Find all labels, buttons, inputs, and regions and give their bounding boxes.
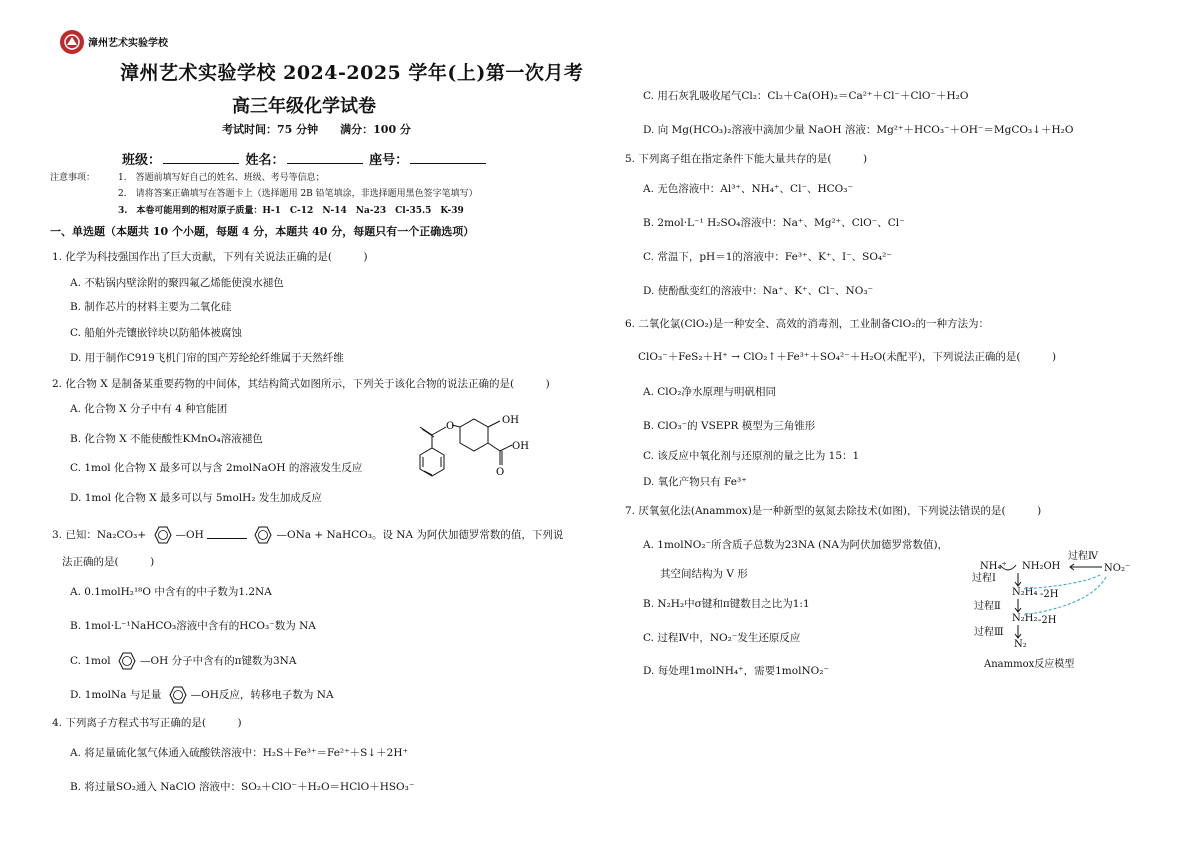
q1-option-b[interactable]: B. 制作芯片的材料主要为二氧化硅 — [70, 301, 232, 313]
phenol-ring-icon — [165, 684, 191, 706]
q5-stem: 5. 下列离子组在指定条件下能大量共存的是( ) — [625, 153, 868, 165]
exam-subtitle: 高三年级化学试卷 — [232, 96, 376, 117]
q5-option-d[interactable]: D. 使酚酞变红的溶液中：Na⁺、K⁺、Cl⁻、NO₃⁻ — [643, 285, 874, 297]
note-item: 2. 请将答案正确填写在答题卡上（选择题用 2B 铅笔填涂，非选择题用黑色签字笔填写） — [118, 189, 478, 199]
q1-option-d[interactable]: D. 用于制作C919飞机门帘的国产芳纶纶纤维属于天然纤维 — [70, 352, 344, 364]
q5-option-b[interactable]: B. 2mol·L⁻¹ H₂SO₄溶液中：Na⁺、Mg²⁺、ClO⁻、Cl⁻ — [643, 217, 905, 229]
q3-option-d[interactable] — [70, 684, 334, 706]
q3-option-c[interactable] — [70, 650, 296, 672]
q3-d-suffix: —OH反应，转移电子数为 NA — [190, 689, 334, 701]
phenoxide-ring-icon — [250, 524, 276, 546]
q3-stem-b: —OH — [175, 529, 204, 541]
note-item: 3. 本卷可能用到的相对原子质量：H-1 C-12 N-14 Na-23 Cl-35.5 K-39 — [118, 206, 464, 216]
q3-stem-d: 法正确的是( ) — [62, 556, 155, 568]
phenol-ring-icon — [114, 650, 140, 672]
n2h4-label: N₂H₄ — [1012, 587, 1038, 598]
q6-option-b[interactable]: B. ClO₃⁻的 VSEPR 模型为三角锥形 — [643, 420, 816, 432]
q7-stem: 7. 厌氧氨化法(Anammox)是一种新型的氨氮去除技术(如图)，下列说法错误的是( ) — [625, 505, 1042, 517]
student-fields — [122, 149, 488, 168]
seat-label: 座号： — [369, 153, 409, 168]
n2-label: N₂ — [1014, 639, 1027, 650]
q2-stem: 2. 化合物 X 是制备某重要药物的中间体，其结构简式如图所示，下列关于该化合物的说法正确的是( ) — [52, 378, 550, 390]
exam-info: 考试时间：75 分钟 满分：100 分 — [222, 123, 411, 136]
notes-label: 注意事项： — [50, 173, 96, 183]
q3-d-prefix: D. 1molNa 与足量 — [70, 689, 162, 701]
struct-cooh-label: OH — [512, 441, 529, 452]
q4-option-a[interactable]: A. 将足量硫化氢气体通入硫酸铁溶液中：H₂S＋Fe³⁺＝Fe²⁺＋S↓＋2H⁺ — [70, 747, 409, 759]
q7-option-a-cont: 其空间结构为 V 形 — [660, 568, 748, 580]
section-title: 一、单选题（本题共 10 个小题，每题 4 分，本题共 40 分，每题只有一个正确选项） — [50, 225, 475, 238]
q7-option-d[interactable]: D. 每处理1molNH₄⁺，需要1molNO₂⁻ — [643, 665, 829, 677]
q3-stem-c: —ONa + NaHCO₃。设 NA 为阿伏加德罗常数的值，下列说 — [276, 529, 564, 541]
q6-option-c[interactable]: C. 该反应中氧化剂与还原剂的量之比为 15：1 — [643, 450, 860, 462]
q1-option-c[interactable]: C. 船舶外壳镶嵌锌块以防船体被腐蚀 — [70, 327, 242, 339]
nh2oh-label: NH₂OH — [1022, 561, 1061, 572]
process3-label: 过程Ⅲ — [974, 627, 1004, 638]
q3-stem-a: 3. 已知：Na₂CO₃+ — [52, 529, 147, 541]
q5-option-a[interactable]: A. 无色溶液中：Al³⁺、NH₄⁺、Cl⁻、HCO₃⁻ — [643, 183, 854, 195]
q1-option-a[interactable]: A. 不粘锅内壁涂附的聚四氟乙烯能使溴水褪色 — [70, 277, 284, 289]
name-blank[interactable] — [287, 151, 363, 164]
process1-label: 过程Ⅰ — [972, 573, 996, 584]
q6-equation: ClO₃⁻＋FeS₂＋H⁺ → ClO₂↑＋Fe³⁺＋SO₄²⁻＋H₂O(未配平)，下列说法正确的是( ) — [638, 351, 1057, 363]
anammox-diagram — [960, 545, 1140, 675]
q2-option-c[interactable]: C. 1mol 化合物 X 最多可以与含 2molNaOH 的溶液发生反应 — [70, 462, 363, 474]
q6-stem: 6. 二氧化氯(ClO₂)是一种安全、高效的消毒剂，工业制备ClO₂的一种方法为： — [625, 318, 989, 330]
q7-option-a[interactable]: A. 1molNO₂⁻所含质子总数为23NA (NA为阿伏加德罗常数值)， — [643, 539, 949, 551]
diagram-caption: Anammox反应模型 — [984, 659, 1075, 670]
q7-option-c[interactable]: C. 过程Ⅳ中，NO₂⁻发生还原反应 — [643, 632, 801, 644]
class-label: 班级： — [122, 153, 162, 168]
process4-label: 过程Ⅳ — [1068, 551, 1098, 562]
school-logo-icon — [60, 30, 84, 54]
q5-option-c[interactable]: C. 常温下，pH＝1的溶液中：Fe³⁺、K⁺、I⁻、SO₄²⁻ — [643, 251, 892, 263]
q4-option-d[interactable]: D. 向 Mg(HCO₃)₂溶液中滴加少量 NaOH 溶液：Mg²⁺＋HCO₃⁻＋OH⁻＝MgCO₃↓＋H₂O — [643, 124, 1074, 136]
exam-title: 漳州艺术实验学校 2024-2025 学年(上)第一次月考 — [120, 62, 584, 84]
q3-option-b[interactable]: B. 1mol·L⁻¹NaHCO₃溶液中含有的HCO₃⁻数为 NA — [70, 620, 316, 632]
q2-option-d[interactable]: D. 1mol 化合物 X 最多可以与 5molH₂ 发生加成反应 — [70, 492, 322, 504]
phenol-ring-icon — [150, 524, 176, 546]
n2h2-label: N₂H₂ — [1012, 613, 1038, 624]
seat-blank[interactable] — [410, 151, 486, 164]
q1-stem: 1. 化学为科技强国作出了巨大贡献，下列有关说法正确的是( ) — [52, 251, 368, 263]
q6-option-a[interactable]: A. ClO₂净水原理与明矾相同 — [643, 386, 776, 398]
struct-oh-label: OH — [502, 415, 519, 426]
class-blank[interactable] — [163, 151, 239, 164]
no2-label: NO₂⁻ — [1104, 563, 1131, 574]
minus2h-a-label: -2H — [1040, 589, 1059, 600]
minus2h-b-label: -2H — [1038, 615, 1057, 626]
logo-text: 漳州艺术实验学校 — [88, 38, 168, 49]
q4-option-c[interactable]: C. 用石灰乳吸收尾气Cl₂：Cl₂＋Ca(OH)₂＝Ca²⁺＋Cl⁻＋ClO⁻＋H₂O — [643, 90, 969, 102]
nh4-label: NH₄⁺ — [980, 561, 1007, 572]
struct-carbonyl-o: O — [496, 467, 505, 478]
process2-label: 过程Ⅱ — [974, 601, 1001, 612]
q4-option-b[interactable]: B. 将过量SO₂通入 NaClO 溶液中：SO₂＋ClO⁻＋H₂O＝HClO＋HSO₃⁻ — [70, 781, 415, 793]
note-item: 1. 答题前填写好自己的姓名、班级、考号等信息； — [118, 173, 325, 183]
q3-option-a[interactable]: A. 0.1molH₂¹⁸O 中含有的中子数为1.2NA — [70, 586, 272, 598]
reaction-arrow-icon — [207, 532, 247, 539]
q2-option-a[interactable]: A. 化合物 X 分子中有 4 种官能团 — [70, 403, 228, 415]
compound-x-structure — [400, 405, 560, 490]
q6-option-d[interactable]: D. 氧化产物只有 Fe³⁺ — [643, 476, 747, 488]
name-label: 姓名： — [245, 153, 285, 168]
q7-option-b[interactable]: B. N₂H₂中σ键和π键数目之比为1:1 — [643, 598, 810, 610]
q3-c-prefix: C. 1mol — [70, 655, 111, 667]
q3-c-suffix: —OH 分子中含有的π键数为3NA — [140, 655, 297, 667]
q2-option-b[interactable]: B. 化合物 X 不能使酸性KMnO₄溶液褪色 — [70, 433, 263, 445]
q3-stem — [52, 524, 563, 546]
struct-o-label: O — [446, 421, 455, 432]
q4-stem: 4. 下列离子方程式书写正确的是( ) — [52, 717, 242, 729]
